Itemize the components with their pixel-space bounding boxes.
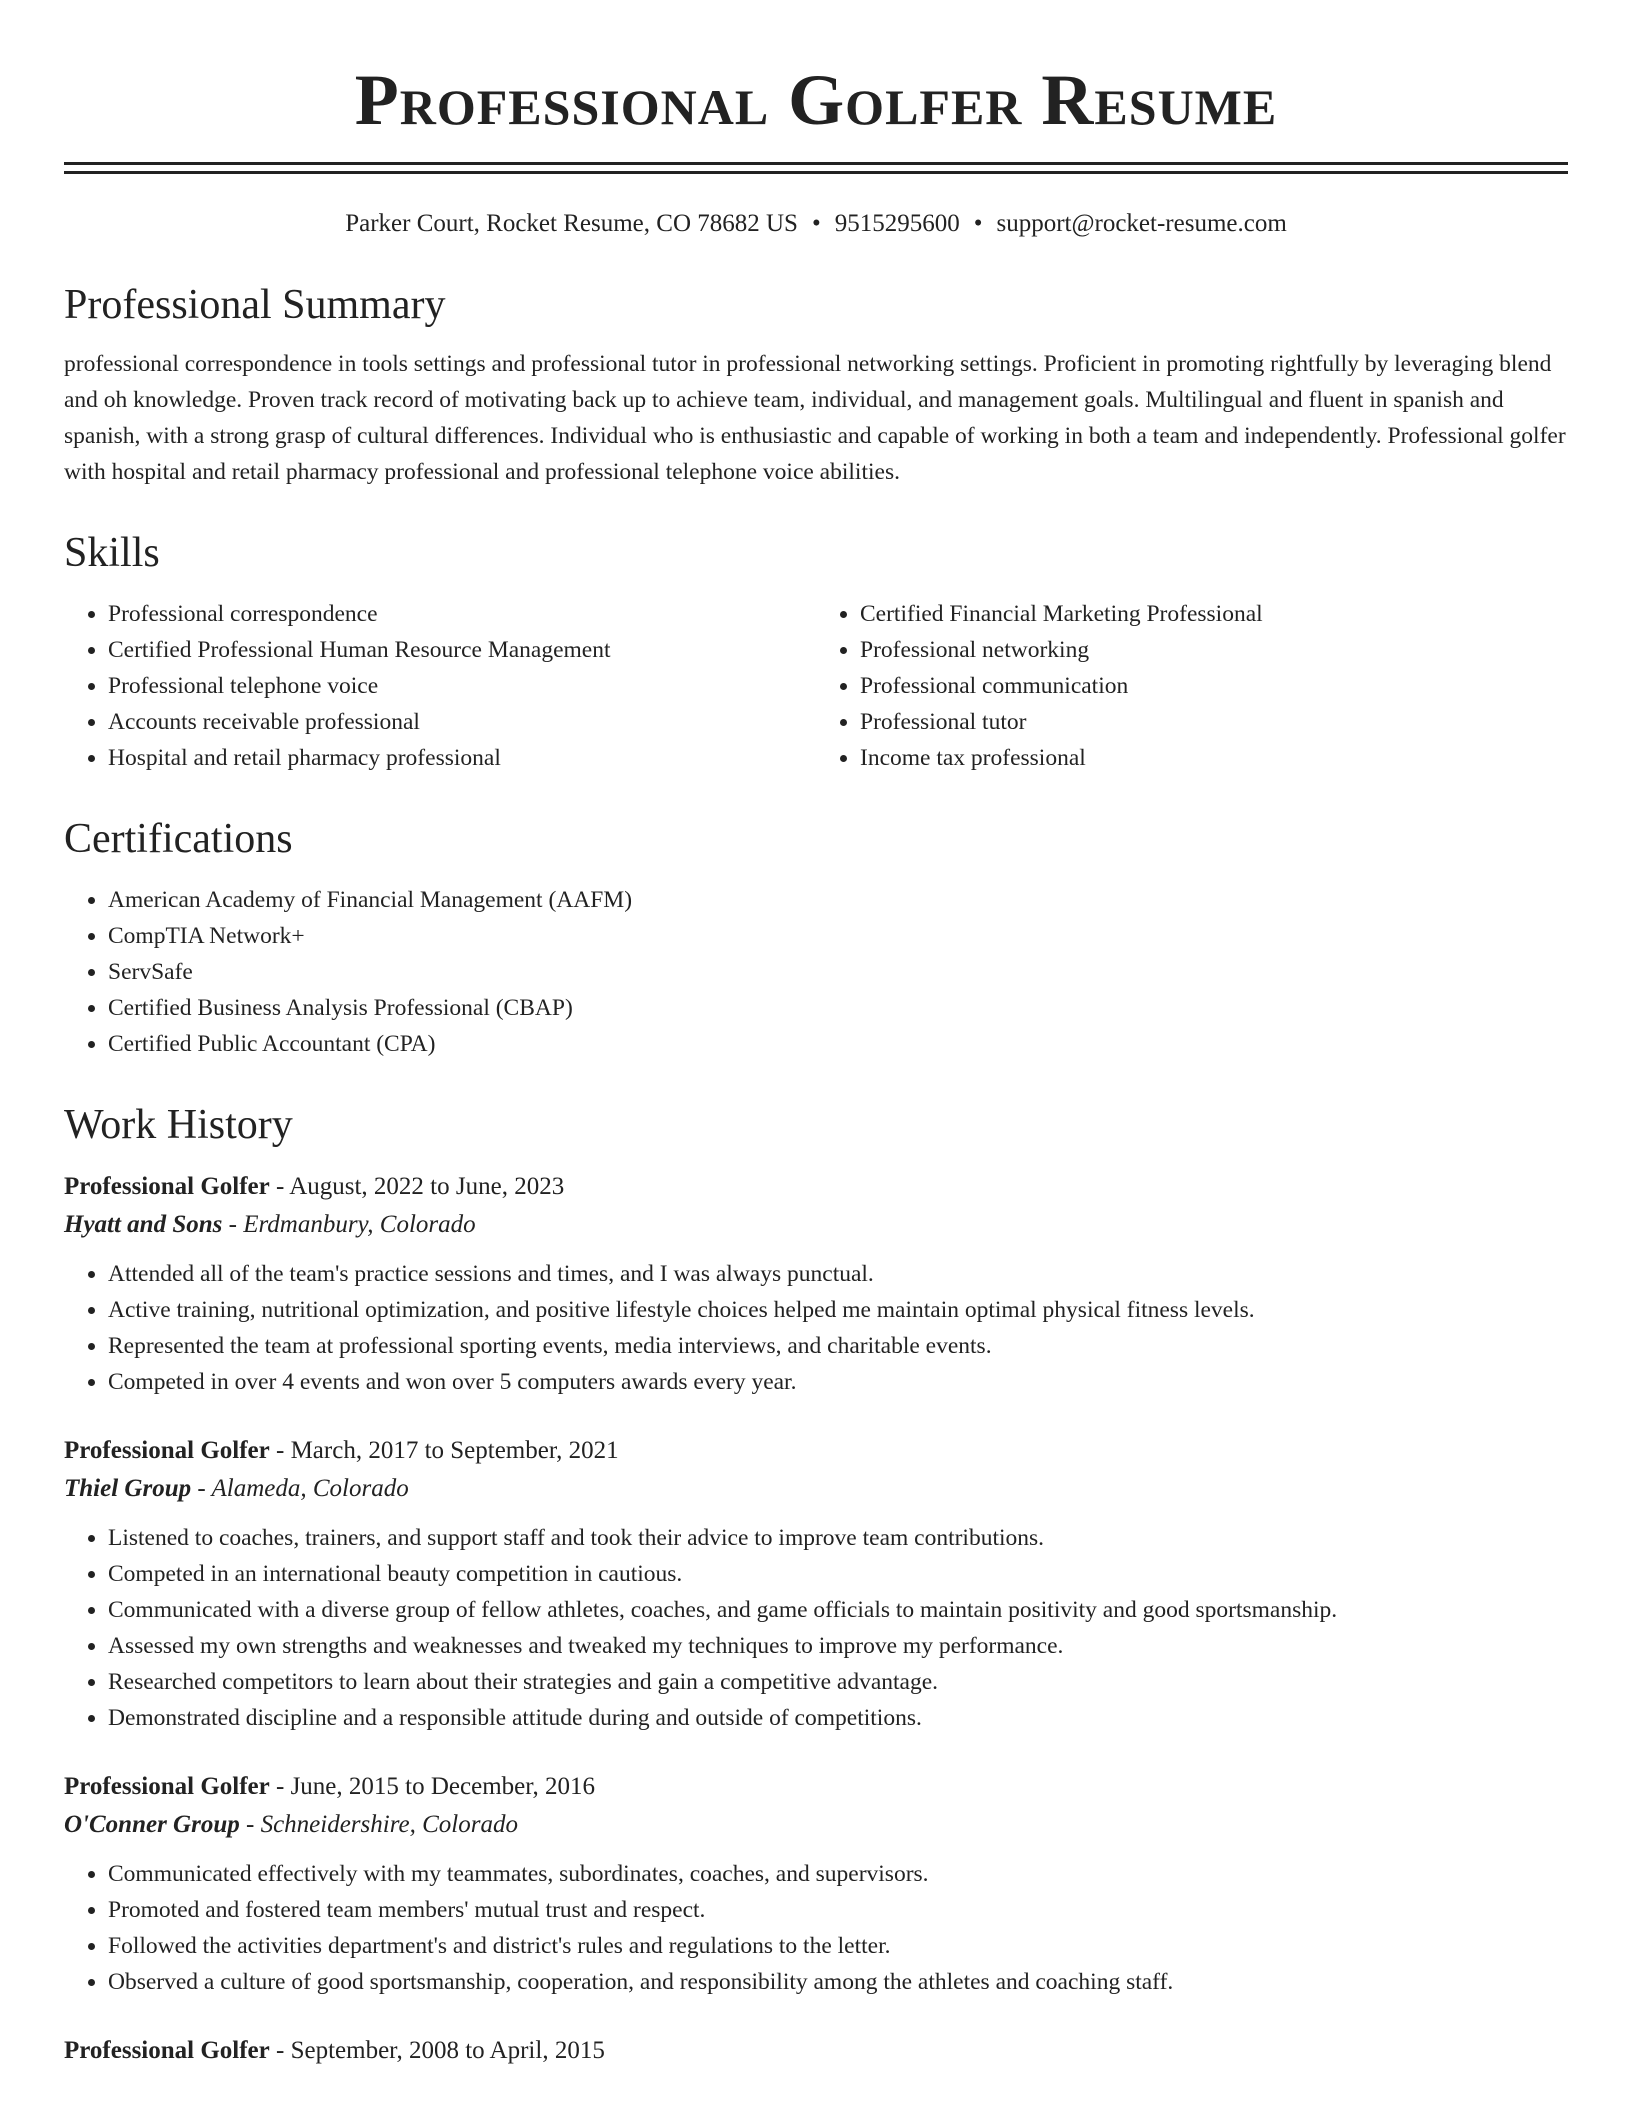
skills-section (64, 528, 1568, 776)
work-history-section (64, 1100, 1568, 2070)
contact-address: Parker Court, Rocket Resume, CO 78682 US (345, 210, 798, 237)
title-rule-bottom (64, 171, 1568, 174)
job-bullet: • Competed in an international beauty competition in cautious. (108, 1556, 1568, 1592)
skills-left-list (64, 596, 816, 776)
summary-section (64, 280, 1568, 490)
job-bullet: • Demonstrated discipline and a responsible attitude during and outside of competitions. (108, 1700, 1568, 1736)
job-bullets (64, 1856, 1568, 2000)
job-bullet: • Active training, nutritional optimization, and positive lifestyle choices helped me maintain optimal physical fitness levels. (108, 1292, 1568, 1328)
job-dates: - June, 2015 to December, 2016 (269, 1773, 596, 1800)
job-bullet: • Represented the team at professional sporting events, media interviews, and charitable events. (108, 1328, 1568, 1364)
job-company-line (64, 1806, 1568, 1844)
job-bullet: • Researched competitors to learn about their strategies and gain a competitive advantage. (108, 1664, 1568, 1700)
job-title-line (64, 1168, 1568, 1206)
certification-item: • American Academy of Financial Management (AAFM) (108, 882, 1568, 918)
job-bullet: • Attended all of the team's practice sessions and times, and I was always punctual. (108, 1256, 1568, 1292)
job-title-line (64, 1432, 1568, 1470)
job-company: O'Conner Group (64, 1811, 240, 1838)
job-bullet: • Communicated effectively with my teammates, subordinates, coaches, and supervisors. (108, 1856, 1568, 1892)
job-bullet: • Assessed my own strengths and weaknesses and tweaked my techniques to improve my performance. (108, 1628, 1568, 1664)
contact-separator: • (973, 210, 983, 237)
summary-heading: Professional Summary (64, 282, 446, 328)
skills-columns (64, 596, 1568, 776)
job-entry (64, 1432, 1568, 1736)
certification-item: • CompTIA Network+ (108, 918, 1568, 954)
job-bullets (64, 1520, 1568, 1736)
certification-item: • ServSafe (108, 954, 1568, 990)
job-entry (64, 1168, 1568, 1400)
job-title: Professional Golfer (64, 2037, 270, 2064)
job-location: - Erdmanbury, Colorado (222, 1211, 476, 1238)
job-bullet: • Competed in over 4 events and won over 5 computers awards every year. (108, 1364, 1568, 1400)
job-bullet: • Followed the activities department's and district's rules and regulations to the letter. (108, 1928, 1568, 1964)
job-entry (64, 1768, 1568, 2000)
job-title: Professional Golfer (64, 1173, 270, 1200)
certifications-section (64, 814, 1568, 1062)
title-rule-top (64, 162, 1568, 165)
skill-item: • Professional correspondence (108, 596, 816, 632)
job-title: Professional Golfer (64, 1437, 270, 1464)
contact-phone: 9515295600 (834, 210, 960, 237)
job-location: - Schneidershire, Colorado (239, 1811, 518, 1838)
certification-item: • Certified Public Accountant (CPA) (108, 1026, 1568, 1062)
job-title: Professional Golfer (64, 1773, 270, 1800)
job-location: - Alameda, Colorado (191, 1475, 409, 1502)
job-title-line (64, 1768, 1568, 1806)
certification-item: • Certified Business Analysis Professional (CBAP) (108, 990, 1568, 1026)
certifications-list (64, 882, 1568, 1062)
certifications-heading: Certifications (64, 816, 293, 862)
resume-page (64, 0, 1568, 2070)
job-company: Hyatt and Sons (64, 1211, 223, 1238)
summary-text: professional correspondence in tools settings and professional tutor in professional networking settings. Proficient in promoting rightfully by leveraging blend and oh knowledge. Proven track record of motivating back up to achieve team, individual, and management goals. Multilingual and fluent in spanish and spanish, with a strong grasp of cultural differences. Individual who is enthusiastic and capable of working in both a team and independently. Professional golfer with hospital and retail pharmacy professional and professional telephone voice abilities. (64, 351, 1566, 485)
skill-item: • Accounts receivable professional (108, 704, 816, 740)
resume-title: Professional Golfer Resume (354, 60, 1278, 140)
job-company-line (64, 1470, 1568, 1508)
job-dates: - March, 2017 to September, 2021 (269, 1437, 619, 1464)
job-bullet: • Observed a culture of good sportsmanship, cooperation, and responsibility among the athletes and coaching staff. (108, 1964, 1568, 2000)
job-bullet: • Listened to coaches, trainers, and support staff and took their advice to improve team contributions. (108, 1520, 1568, 1556)
skill-item: • Professional tutor (860, 704, 1568, 740)
job-dates: - August, 2022 to June, 2023 (269, 1173, 565, 1200)
job-title-line (64, 2032, 1568, 2070)
job-bullet: • Promoted and fostered team members' mutual trust and respect. (108, 1892, 1568, 1928)
job-company-line (64, 1206, 1568, 1244)
contact-line (64, 208, 1568, 240)
skill-item: • Certified Professional Human Resource Management (108, 632, 816, 668)
job-dates: - September, 2008 to April, 2015 (269, 2037, 605, 2064)
skills-heading: Skills (64, 530, 160, 576)
work-history-heading: Work History (64, 1102, 293, 1148)
job-entry (64, 2032, 1568, 2070)
skill-item: • Certified Financial Marketing Professional (860, 596, 1568, 632)
job-bullets (64, 1256, 1568, 1400)
skill-item: • Professional communication (860, 668, 1568, 704)
skill-item: • Professional networking (860, 632, 1568, 668)
skill-item: • Income tax professional (860, 740, 1568, 776)
contact-separator: • (811, 210, 821, 237)
skill-item: • Hospital and retail pharmacy professional (108, 740, 816, 776)
job-company: Thiel Group (64, 1475, 192, 1502)
skill-item: • Professional telephone voice (108, 668, 816, 704)
job-bullet: • Communicated with a diverse group of fellow athletes, coaches, and game officials to maintain positivity and good sportsmanship. (108, 1592, 1568, 1628)
contact-email: support@rocket-resume.com (996, 210, 1287, 237)
skills-right-list (816, 596, 1568, 776)
